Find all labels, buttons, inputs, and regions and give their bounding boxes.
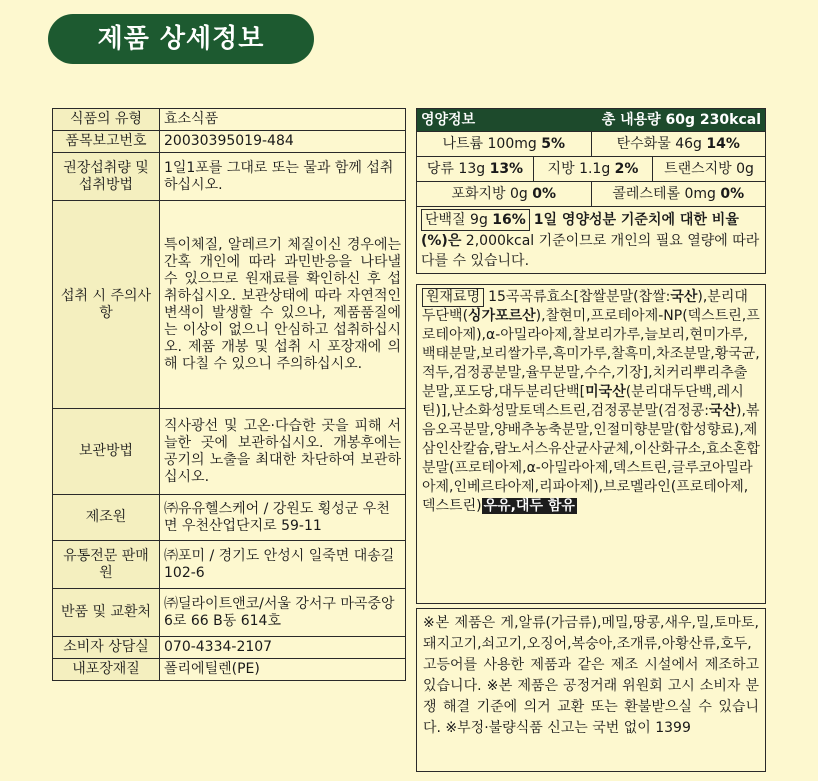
nutrient-cell — [417, 182, 591, 206]
nutrition-facts — [416, 108, 766, 274]
allergen-highlight: 우유,대두 함유 — [483, 498, 575, 514]
row-value: 1일1포를 그대로 또는 물과 함께 섭취하십시오. — [160, 153, 406, 201]
nutrient-amount: 0g — [736, 161, 754, 177]
ingredients-label: 원재료명 — [422, 288, 484, 307]
ingredients-part: 15곡곡류효소[찹쌀분말(찹쌀: — [488, 289, 671, 305]
nutrient-name: 콜레스테롤 — [612, 186, 680, 202]
nutrient-amount: 46g — [675, 136, 702, 152]
nutrient-pct: 13% — [489, 161, 524, 177]
nutrient-amount: 1.1g — [579, 161, 611, 177]
ingredients-part: ),찰현미,프로테아제-NP(덱스트린,프로테아제),α-아밀라아제,찰보리가루,늘보리,현미가루,백태분말,보리쌀가루,흑미가루,찰흑미,차조분말,황국균,적두,검정콩분말,율무분말,수수,기장],치커리뿌리추출분말,포도당,대두분리단백[ — [422, 308, 760, 400]
nutrition-title: 영양정보 — [421, 112, 476, 128]
origin-bold: 국산 — [670, 289, 698, 305]
row-label: 반품 및 교환처 — [53, 589, 160, 637]
row-value: 효소식품 — [160, 109, 406, 131]
nutrition-row — [417, 156, 765, 181]
table-row — [53, 131, 406, 153]
row-value: 직사광선 및 고온·다습한 곳을 피해 서늘한 곳에 보관하십시오. 개봉후에는 공기의 노출을 최대한 차단하여 보관하십시오. — [160, 409, 406, 495]
row-label: 유통전문 판매원 — [53, 541, 160, 589]
row-label: 섭취 시 주의사항 — [53, 201, 160, 409]
origin-bold: 국산 — [708, 403, 737, 419]
table-row — [53, 541, 406, 589]
nutrient-pct: 2% — [614, 161, 639, 177]
row-label: 권장섭취량 및 섭취방법 — [53, 153, 160, 201]
nutrient-cell — [591, 132, 766, 156]
nutrition-header — [417, 109, 765, 131]
ingredients-part: ),볶음오곡분말,양배추농축분말,인절미향분말(합성향료),제삼인산칼슘,람노서스유산균사균체,이산화규소,효소혼합분말(프로테아제,α-아밀라아제,덱스트린,글루코아밀라아제,인베르타아제,리파아제),브로멜라인(프로테아제,덱스트린) — [422, 403, 760, 514]
ingredients-part: ),분리대두단백( — [422, 289, 748, 324]
nutrient-amount: 0mg — [684, 186, 716, 202]
notice-box — [416, 608, 766, 772]
table-row — [53, 153, 406, 201]
row-value: 특이체질, 알레르기 체질이신 경우에는 간혹 개인에 따라 과민반응을 나타낼 수 있으므로 원재료를 확인하신 후 섭취하십시오. 보관상태에 따라 자연적인 변색이 발생할 수 있으나, 제품품질에는 이상이 없으니 안심하고 섭취하십시오. 제품 개봉 및 섭취 시 포장재에 의해 다칠 수 있으니 주의하십시오. — [160, 201, 406, 409]
nutrient-pct: 0% — [532, 186, 557, 202]
nutrient-cell — [652, 157, 765, 181]
nutrient-pct: 16% — [492, 212, 526, 228]
row-label: 보관방법 — [53, 409, 160, 495]
row-value: ㈜포미 / 경기도 안성시 일죽면 대송길102-6 — [160, 541, 406, 589]
nutrition-footnote — [417, 206, 765, 273]
nutrient-name: 포화지방 — [451, 186, 506, 202]
footnote-text: 2,000kcal 기준이므로 개인의 필요 열량에 따라 다를 수 있습니다. — [421, 233, 760, 269]
nutrient-pct: 0% — [720, 186, 745, 202]
nutrient-amount: 0g — [510, 186, 528, 202]
table-row — [53, 495, 406, 541]
nutrient-amount: 100mg — [487, 136, 537, 152]
table-row — [53, 201, 406, 409]
nutrient-name: 트랜스지방 — [664, 161, 732, 177]
row-label: 식품의 유형 — [53, 109, 160, 131]
nutrient-name: 나트륨 — [442, 136, 484, 152]
nutrition-row — [417, 181, 765, 206]
row-label: 제조원 — [53, 495, 160, 541]
nutrition-row — [417, 131, 765, 156]
ingredients-box — [416, 284, 766, 604]
nutrient-cell — [591, 182, 766, 206]
row-value: ㈜딜라이트앤코/서울 강서구 마곡중앙6로 66 B동 614호 — [160, 589, 406, 637]
nutrient-amount: 9g — [470, 212, 488, 228]
row-value: 20030395019-484 — [160, 131, 406, 153]
nutrient-cell — [417, 157, 533, 181]
nutrient-name: 당류 — [426, 161, 454, 177]
row-value: 폴리에틸렌(PE) — [160, 659, 406, 681]
nutrient-cell — [417, 132, 591, 156]
ingredients-text — [417, 285, 765, 519]
origin-bold: 싱가포르산 — [468, 308, 536, 324]
nutrient-amount: 13g — [458, 161, 486, 177]
nutrient-name: 단백질 — [425, 212, 466, 228]
notice-text: ※본 제품은 게,알류(가금류),메밀,땅콩,새우,밀,토마토,돼지고기,쇠고기,오징어,복숭아,조개류,아황산류,호두,고등어를 사용한 제품과 같은 제조 시설에서 제조하고 있습니다. ※본 제품은 공정거래 위원회 고시 소비자 분쟁 해결 기준에 의거 교환 또는 환불받으실 수 있습니다. ※부정·불량식품 신고는 국번 없이 1399 — [423, 615, 759, 736]
page-title: 제품 상세정보 — [48, 14, 314, 64]
row-label: 내포장재질 — [53, 659, 160, 681]
row-label: 소비자 상담실 — [53, 637, 160, 659]
table-row — [53, 659, 406, 681]
row-value: 070-4334-2107 — [160, 637, 406, 659]
nutrient-pct: 14% — [706, 136, 740, 152]
table-row — [53, 637, 406, 659]
row-value: ㈜유유헬스케어 / 강원도 횡성군 우천면 우천산업단지로 59-11 — [160, 495, 406, 541]
footnote-bold: 1일 영양성분 기준치에 대한 비율(%)은 — [421, 212, 739, 249]
table-row — [53, 589, 406, 637]
nutrition-total: 총 내용량 60g 230kcal — [601, 112, 761, 128]
nutrient-cell — [533, 157, 652, 181]
nutrient-name: 탄수화물 — [616, 136, 671, 152]
table-row — [53, 409, 406, 495]
nutrient-pct: 5% — [541, 136, 565, 152]
origin-bold: 미국산 — [585, 384, 626, 400]
nutrient-name: 지방 — [547, 161, 575, 177]
ingredients-part: (분리대두단백,레시틴)],난소화성말토덱스트린,검정콩분말(검정콩: — [422, 384, 744, 419]
row-label: 품목보고번호 — [53, 131, 160, 153]
product-info-table — [52, 108, 406, 681]
protein-cell — [421, 209, 530, 231]
table-row — [53, 109, 406, 131]
